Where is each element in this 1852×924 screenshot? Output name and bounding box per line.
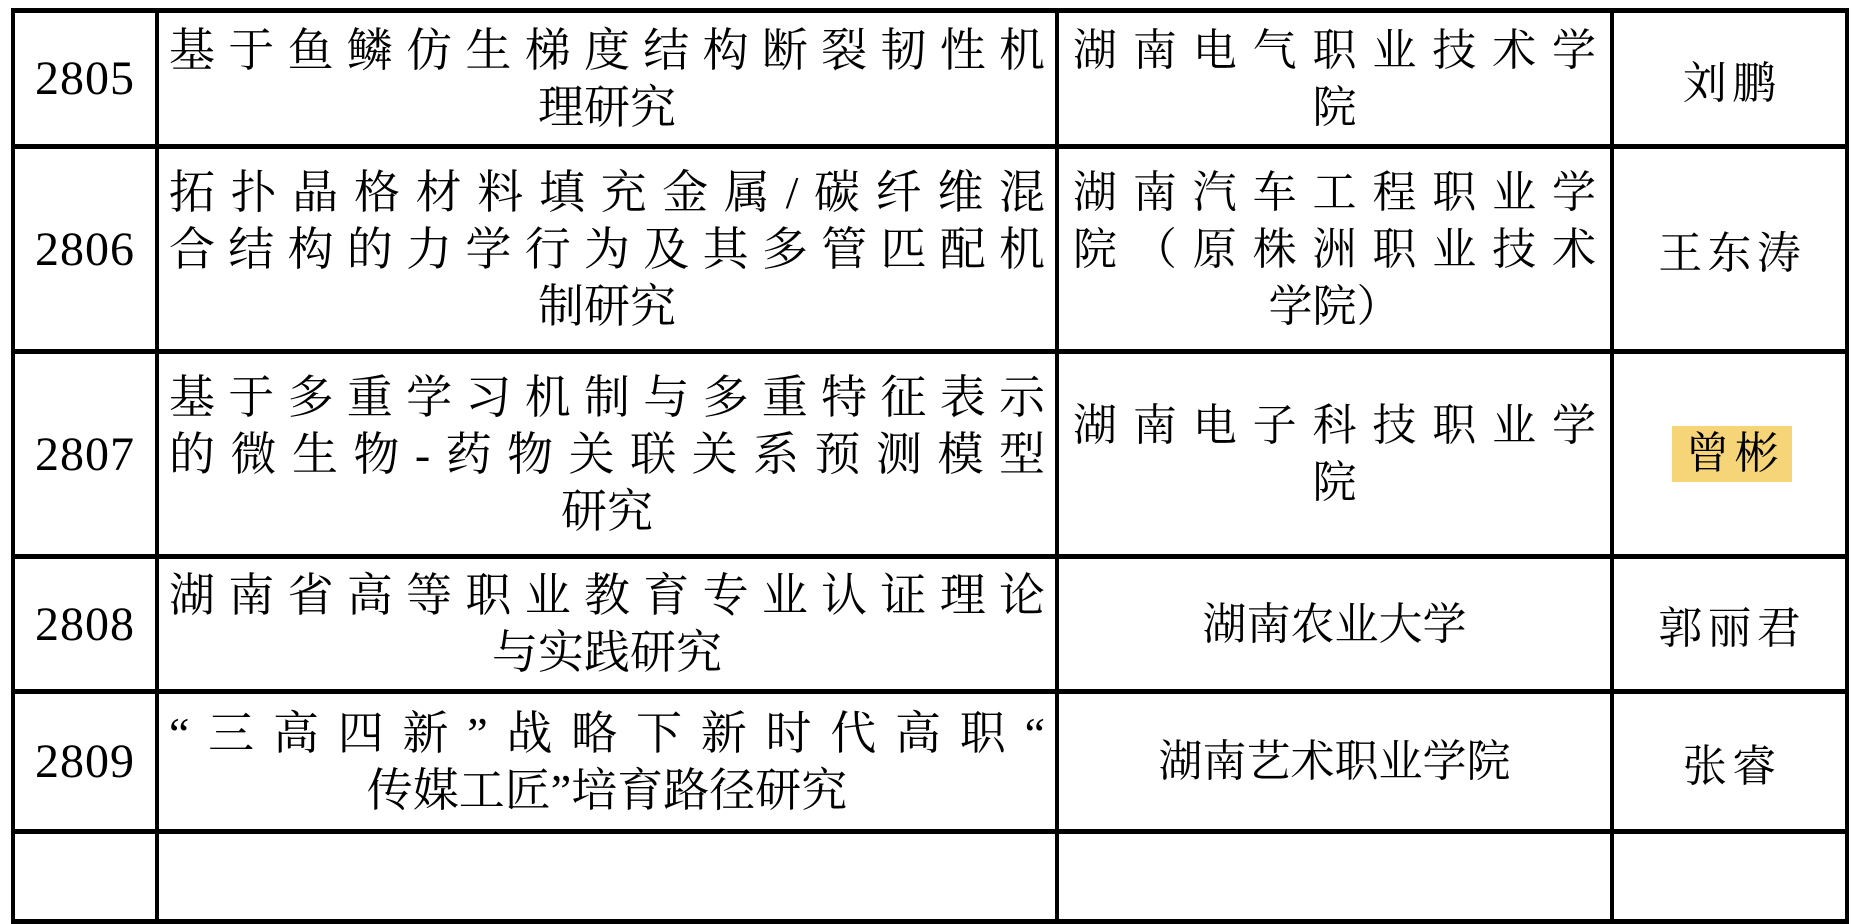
title-cell: 湖南省高等职业教育专业认证理论 与实践研究	[157, 557, 1057, 692]
title-cell: 拓扑晶格材料填充金属/碳纤维混 合结构的力学行为及其多管匹配机 制研究	[157, 147, 1057, 352]
institution-cell	[1057, 832, 1612, 922]
seq-cell: 2805	[13, 11, 157, 147]
seq-cell	[13, 832, 157, 922]
institution-cell: 湖南艺术职业学院	[1057, 692, 1612, 832]
title-cell: “三高四新”战略下新时代高职“ 传媒工匠”培育路径研究	[157, 692, 1057, 832]
table-row	[13, 147, 1847, 352]
institution-cell: 湖南电子科技职业学 院	[1057, 352, 1612, 557]
title-cell	[157, 832, 1057, 922]
table-row	[13, 11, 1847, 147]
title-cell: 基于多重学习机制与多重特征表示 的微生物-药物关联关系预测模型 研究	[157, 352, 1057, 557]
leader-cell	[1612, 352, 1847, 557]
table-row	[13, 352, 1847, 557]
title-cell: 基于鱼鳞仿生梯度结构断裂韧性机 理研究	[157, 11, 1057, 147]
seq-cell: 2809	[13, 692, 157, 832]
table-row	[13, 692, 1847, 832]
leader-cell: 郭丽君	[1612, 557, 1847, 692]
seq-cell: 2808	[13, 557, 157, 692]
leader-cell: 张睿	[1612, 692, 1847, 832]
table-row-partial	[13, 832, 1847, 922]
search-highlight: 曾彬	[1672, 426, 1792, 482]
seq-cell: 2806	[13, 147, 157, 352]
table-row	[13, 557, 1847, 692]
institution-cell: 湖南电气职业技术学 院	[1057, 11, 1612, 147]
projects-table	[11, 8, 1849, 924]
leader-cell: 王东涛	[1612, 147, 1847, 352]
leader-cell: 刘鹏	[1612, 11, 1847, 147]
seq-cell: 2807	[13, 352, 157, 557]
institution-cell: 湖南汽车工程职业学 院（原株洲职业技术 学院）	[1057, 147, 1612, 352]
institution-cell: 湖南农业大学	[1057, 557, 1612, 692]
leader-cell	[1612, 832, 1847, 922]
